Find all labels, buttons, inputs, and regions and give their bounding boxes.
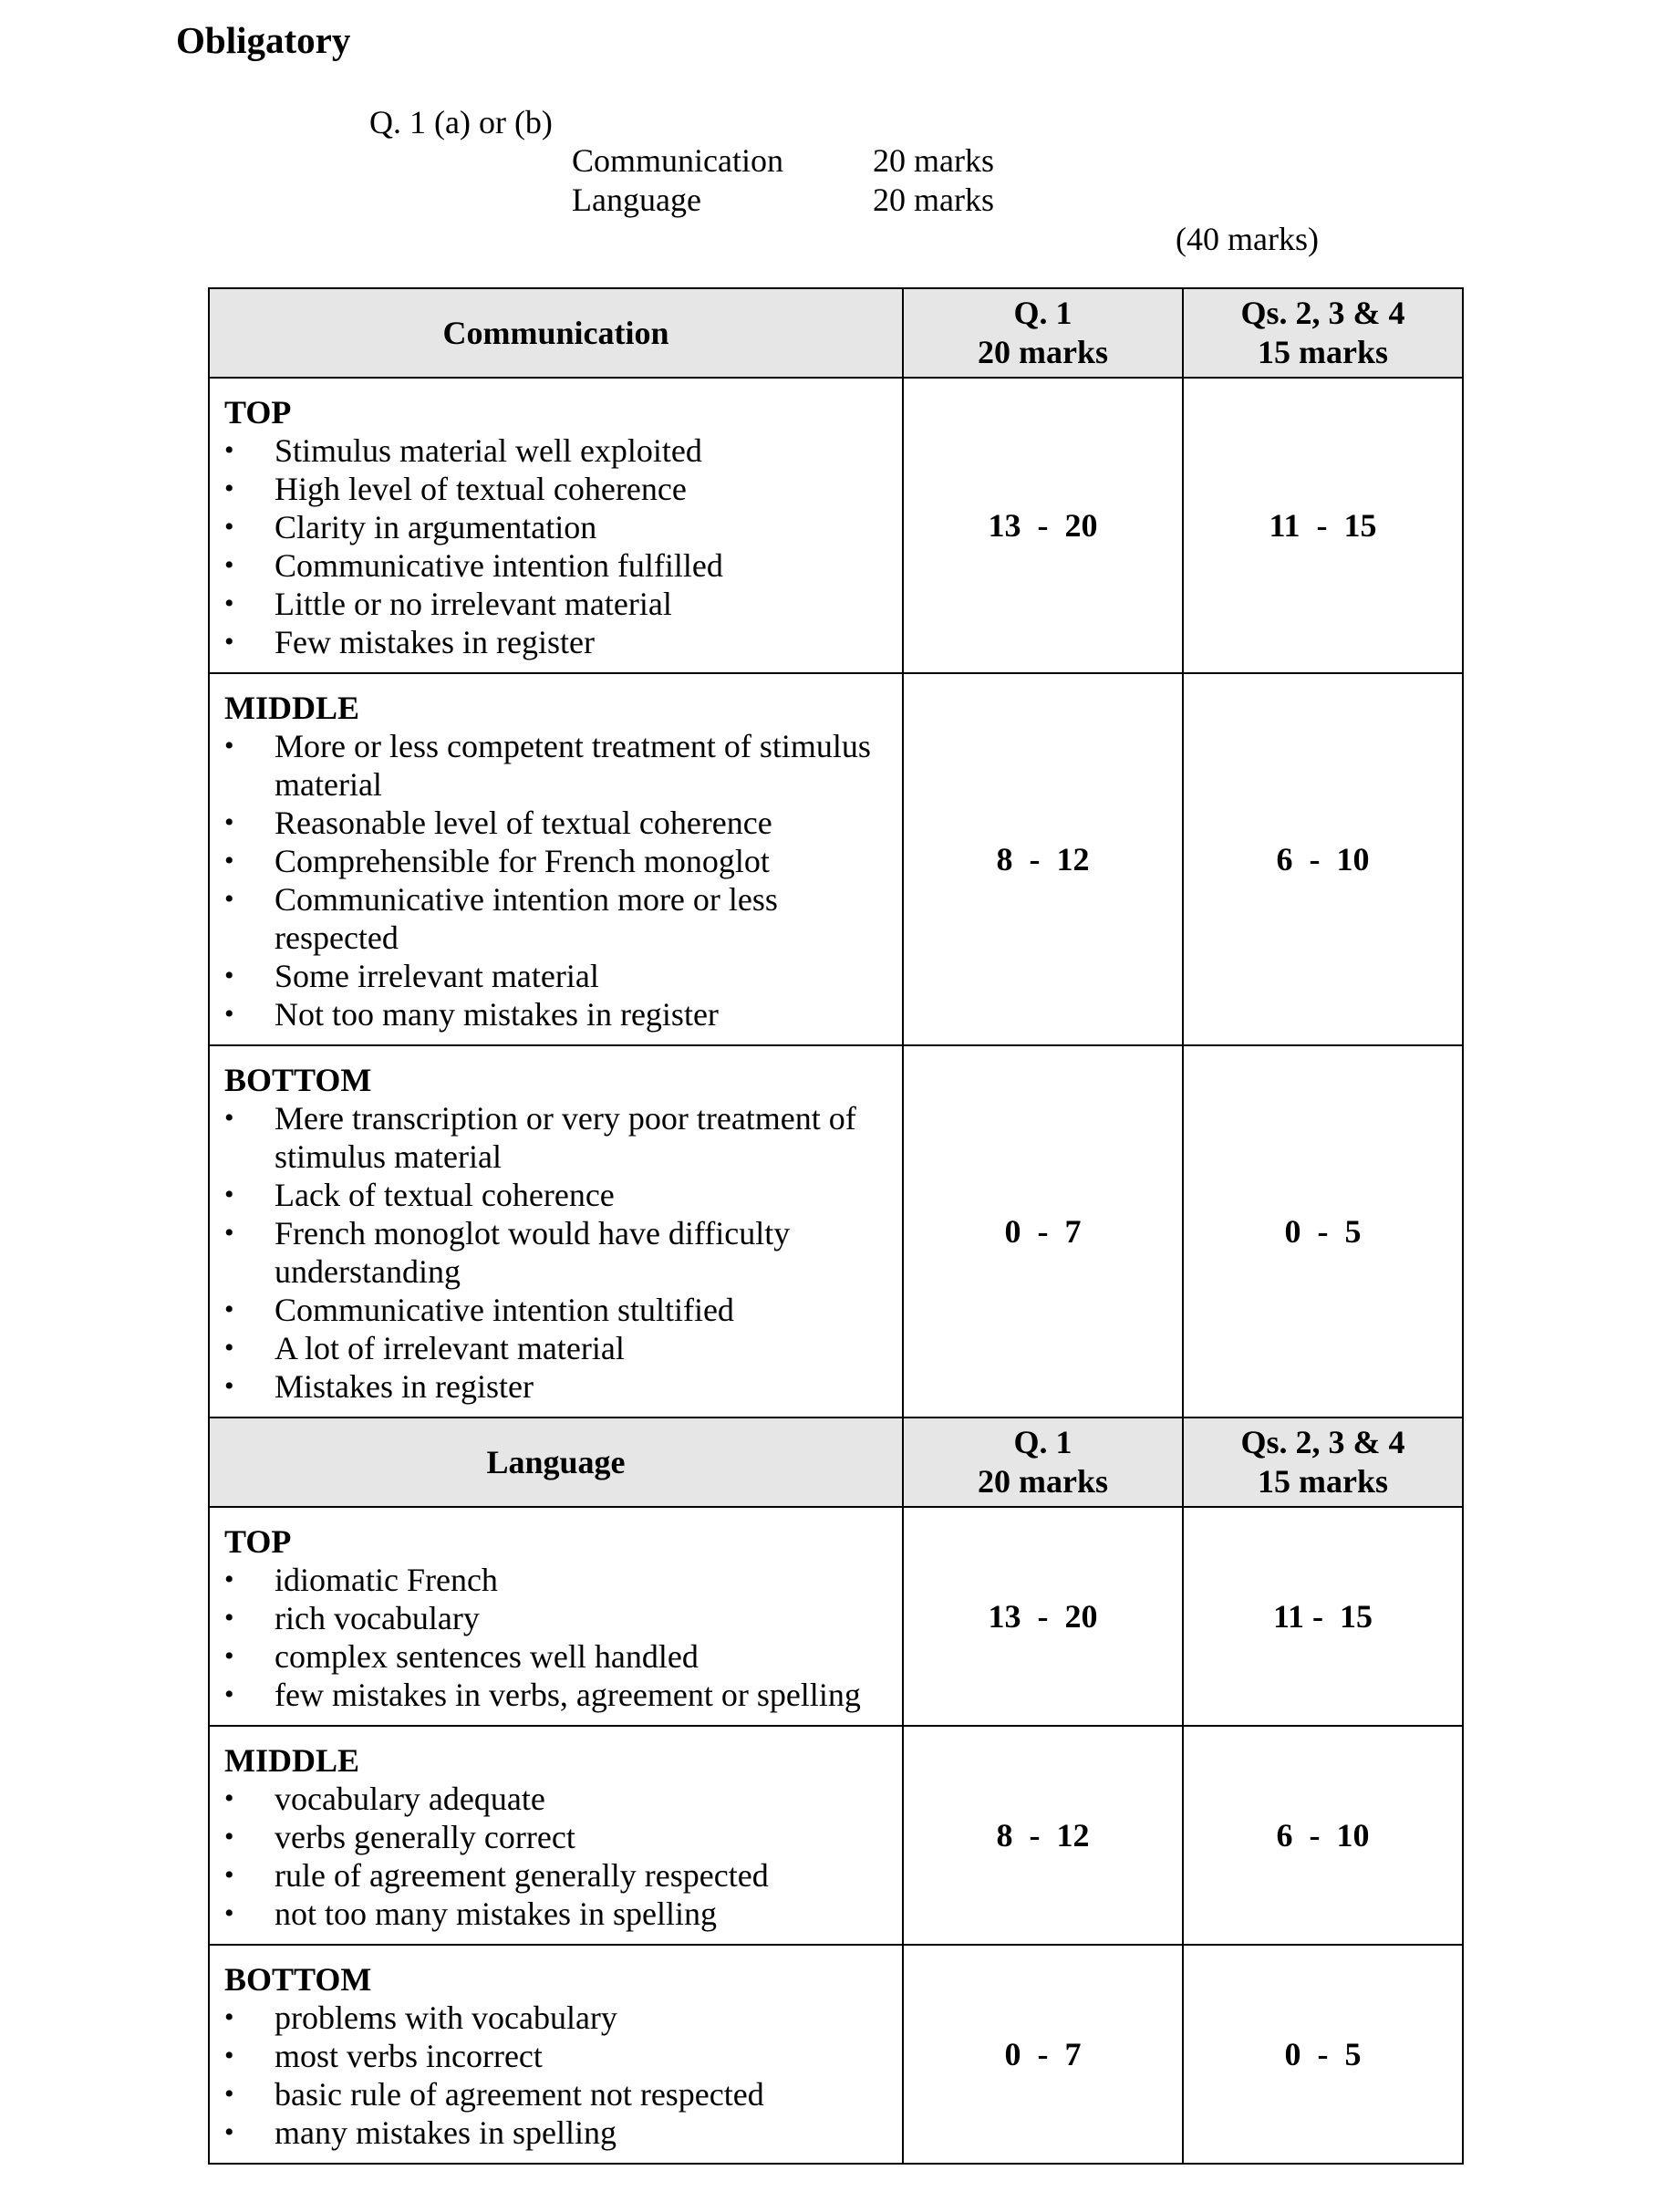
q234-mark-range: 6 - 10 [1183,1726,1463,1945]
q234-mark-range: 0 - 5 [1183,1045,1463,1418]
q234-mark-range: 0 - 5 [1183,1945,1463,2164]
column-header-line: Qs. 2, 3 & 4 [1240,1424,1405,1460]
criterion: • most verbs incorrect [224,2037,895,2075]
q234-mark-range: 11 - 15 [1183,378,1463,673]
band-row [209,1726,1463,1945]
allocation-marks: 20 marks [873,142,994,179]
criterion: • vocabulary adequate [224,1780,895,1818]
column-header-line: 20 marks [978,1463,1108,1500]
criterion: • Communicative intention more or less respected [224,880,895,957]
q234-mark-range: 6 - 10 [1183,673,1463,1045]
criterion: • Mistakes in register [224,1367,895,1406]
q1-mark-range: 13 - 20 [903,378,1183,673]
band-description [209,1045,903,1418]
q234-mark-range: 11 - 15 [1183,1507,1463,1726]
marks-allocation [572,141,994,220]
criterion: • More or less competent treatment of stimulus material [224,727,895,804]
criterion: • verbs generally correct [224,1818,895,1856]
band-name: TOP [224,394,292,431]
criterion: • complex sentences well handled [224,1637,895,1676]
criterion: • Clarity in argumentation [224,508,895,546]
question-line: Q. 1 (a) or (b) [369,104,553,140]
band-description [209,1507,903,1726]
criteria-list [224,1780,895,1933]
column-header-line: Qs. 2, 3 & 4 [1240,295,1405,331]
criterion: • not too many mistakes in spelling [224,1895,895,1933]
criterion: • Not too many mistakes in register [224,995,895,1033]
criterion: • basic rule of agreement not respected [224,2075,895,2113]
criterion: • Some irrelevant material [224,957,895,995]
band-name: BOTTOM [224,1961,372,1998]
criterion: • Communicative intention stultified [224,1291,895,1329]
criterion: • Reasonable level of textual coherence [224,804,895,842]
band-name: TOP [224,1523,292,1560]
allocation-row [572,181,994,220]
criterion: • Few mistakes in register [224,623,895,661]
band-description [209,378,903,673]
q1-mark-range: 0 - 7 [903,1945,1183,2164]
q1-column-header [903,288,1183,378]
criterion: • rule of agreement generally respected [224,1856,895,1895]
criterion: • few mistakes in verbs, agreement or spelling [224,1676,895,1714]
band-name: BOTTOM [224,1062,372,1098]
section-title: Language [209,1418,903,1507]
column-header-line: Q. 1 [1013,1424,1073,1460]
total-marks: (40 marks) [1176,221,1319,257]
band-row [209,378,1463,673]
criterion: • Little or no irrelevant material [224,585,895,623]
criterion: • Stimulus material well exploited [224,431,895,470]
band-description [209,1945,903,2164]
q1-mark-range: 8 - 12 [903,1726,1183,1945]
criterion: • many mistakes in spelling [224,2113,895,2152]
column-header-line: 20 marks [978,334,1108,370]
column-header-line: 15 marks [1258,1463,1388,1500]
marking-scheme-table [208,287,1464,2165]
criteria-list [224,1099,895,1406]
criterion: • French monoglot would have difficulty understanding [224,1214,895,1291]
criterion: • Lack of textual coherence [224,1176,895,1214]
band-row [209,1045,1463,1418]
band-description [209,1726,903,1945]
q1-mark-range: 13 - 20 [903,1507,1183,1726]
criterion: • Communicative intention fulfilled [224,546,895,585]
criterion: • Comprehensible for French monoglot [224,842,895,880]
band-description [209,673,903,1045]
criteria-list [224,431,895,661]
allocation-name: Communication [572,142,783,179]
allocation-name: Language [572,182,701,218]
q234-column-header [1183,288,1463,378]
band-row [209,1507,1463,1726]
criteria-list [224,1999,895,2152]
criteria-list [224,1561,895,1714]
criterion: • rich vocabulary [224,1599,895,1637]
section-title: Communication [209,288,903,378]
criterion: • High level of textual coherence [224,470,895,508]
column-header-line: Q. 1 [1013,295,1073,331]
communication-header-row [209,288,1463,378]
language-header-row [209,1418,1463,1507]
q1-mark-range: 0 - 7 [903,1045,1183,1418]
column-header-line: 15 marks [1258,334,1388,370]
allocation-row [572,141,994,181]
page-heading: Obligatory [176,19,351,61]
criterion: • idiomatic French [224,1561,895,1599]
criterion: • Mere transcription or very poor treatment of stimulus material [224,1099,895,1176]
band-name: MIDDLE [224,690,360,726]
band-name: MIDDLE [224,1742,360,1779]
criterion: • A lot of irrelevant material [224,1329,895,1367]
criterion: • problems with vocabulary [224,1999,895,2037]
criteria-list [224,727,895,1033]
q1-column-header [903,1418,1183,1507]
band-row [209,1945,1463,2164]
q1-mark-range: 8 - 12 [903,673,1183,1045]
allocation-marks: 20 marks [873,182,994,218]
q234-column-header [1183,1418,1463,1507]
band-row [209,673,1463,1045]
